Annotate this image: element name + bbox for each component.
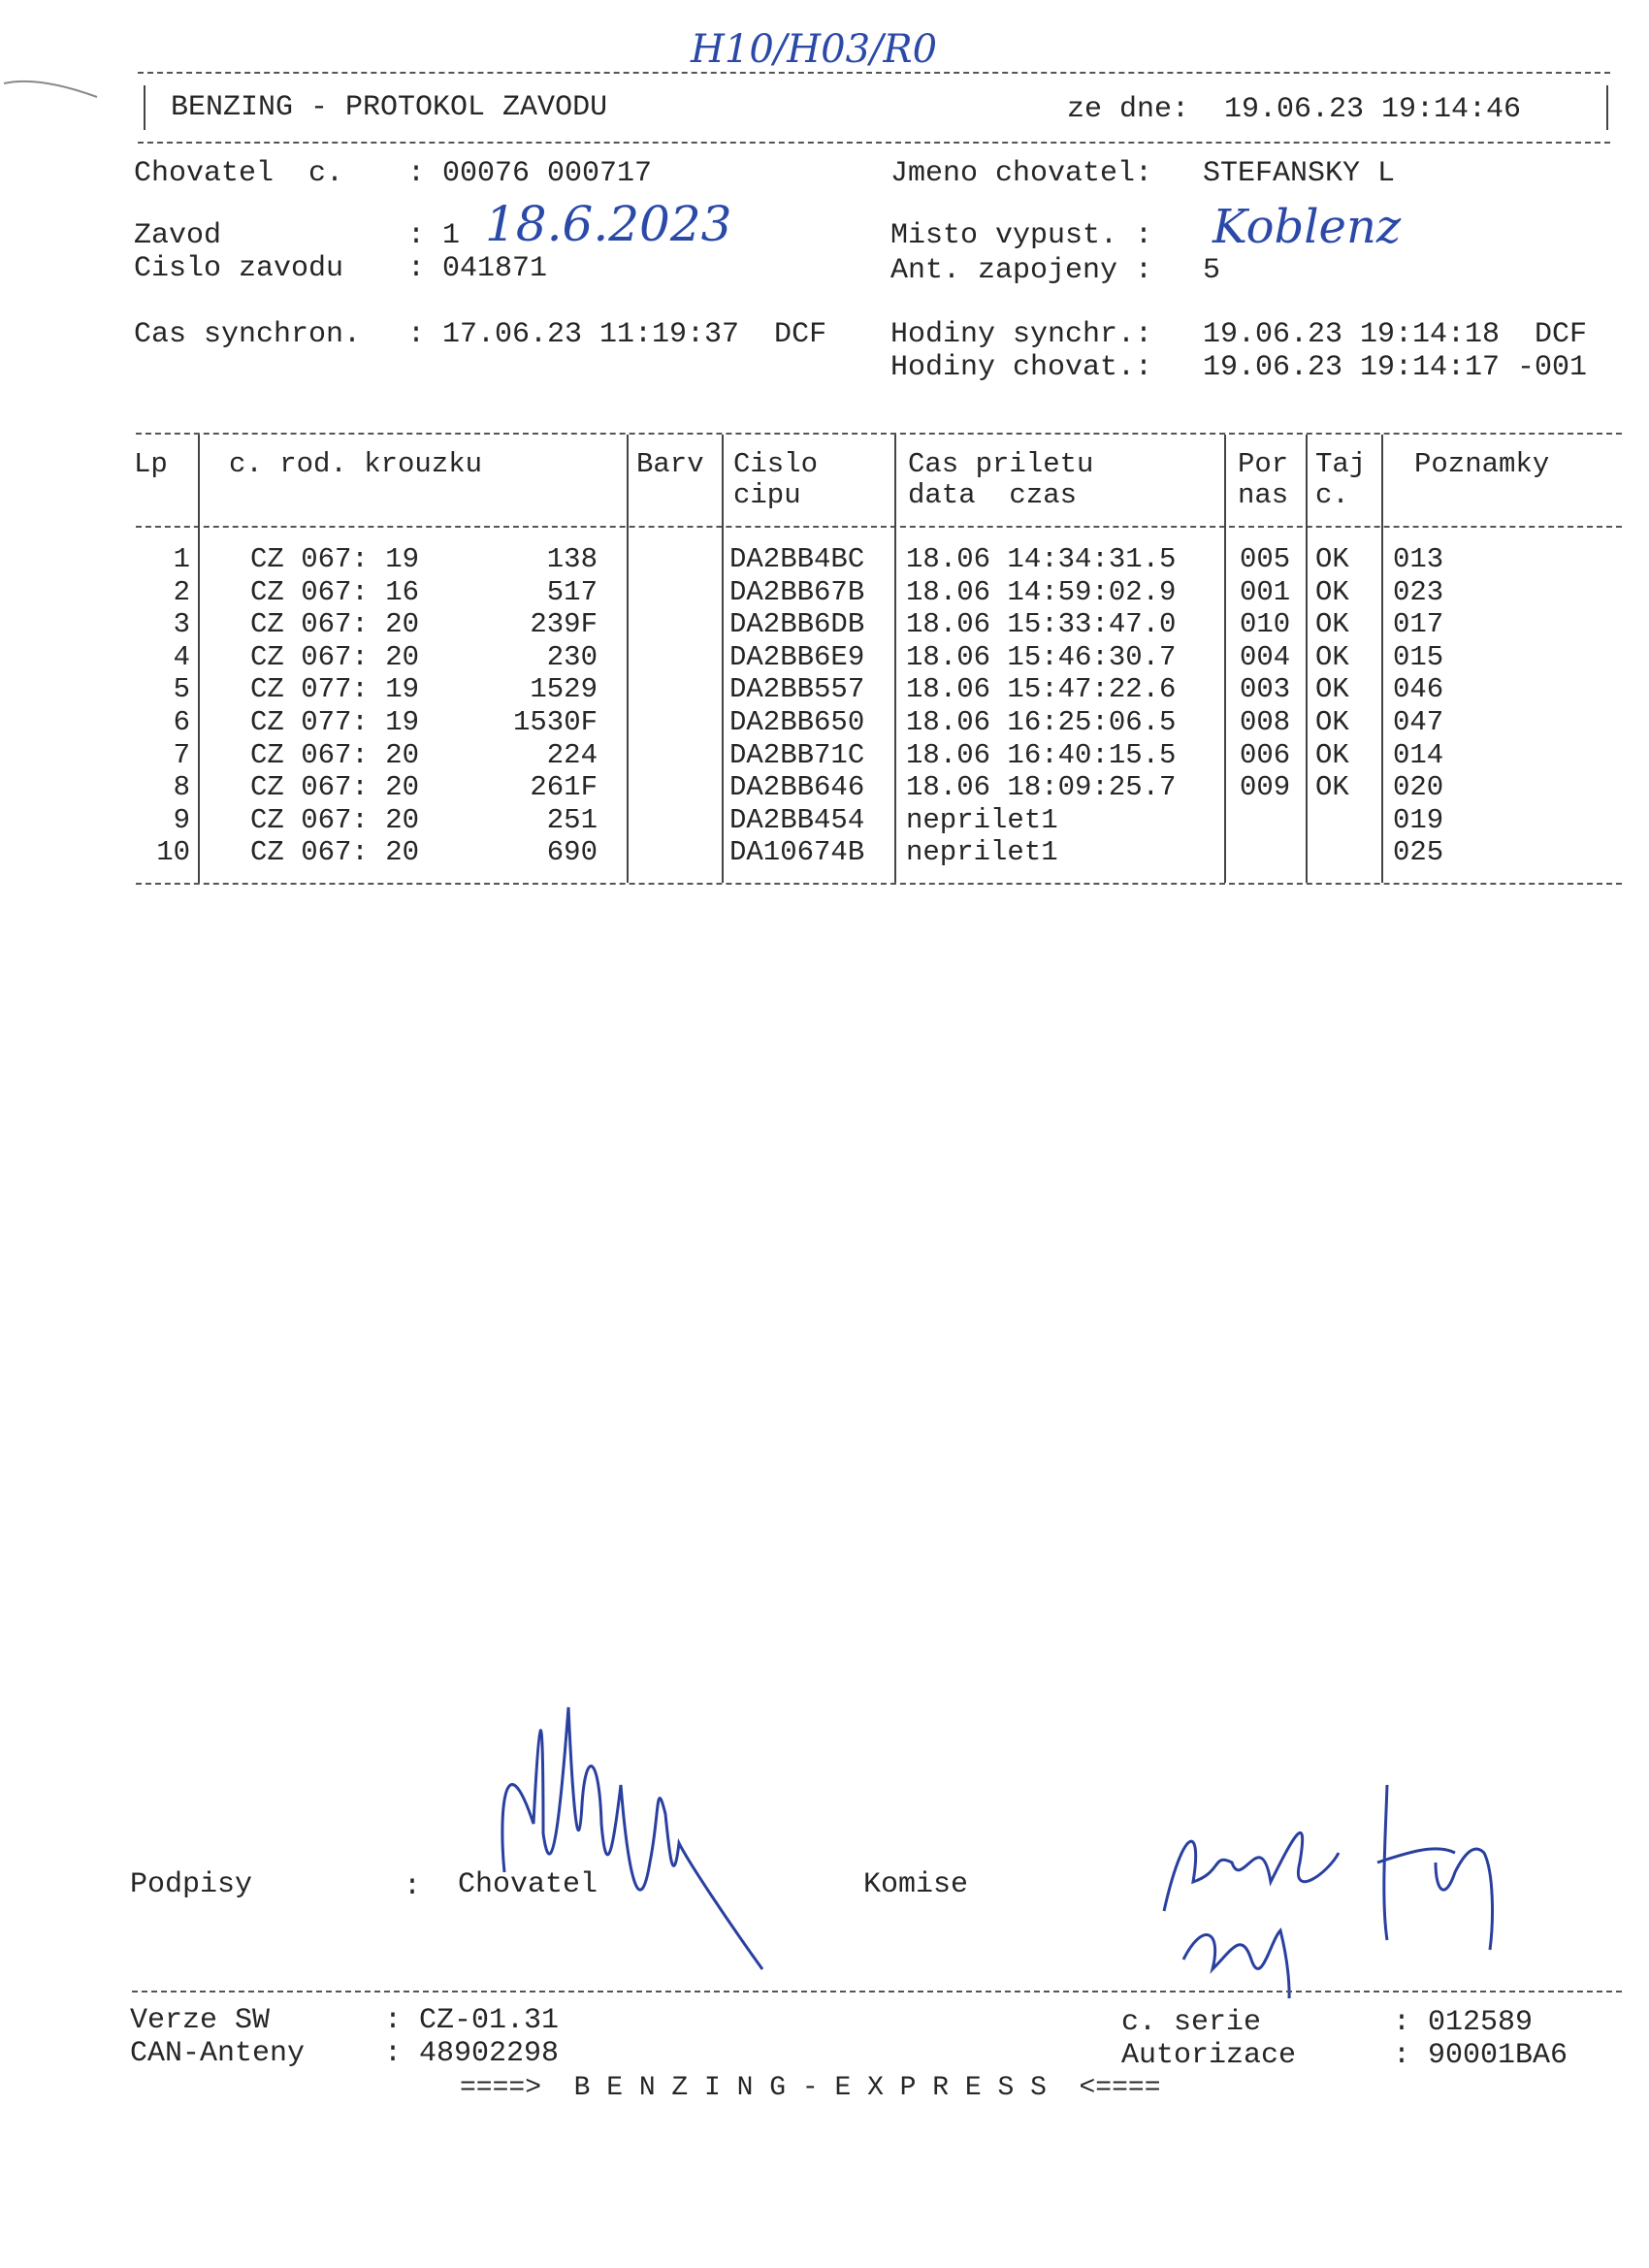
ant-value: 5: [1203, 254, 1221, 287]
cell-lp: 3: [173, 608, 190, 641]
col-sep: [722, 435, 724, 883]
footer-rule: [132, 1991, 1622, 1993]
chovatel-signature-label: Chovatel: [458, 1868, 598, 1901]
hod-synchr-value: 19.06.23 19:14:18 DCF: [1203, 318, 1588, 351]
cell-chip: DA2BB4BC: [729, 543, 865, 575]
autor-value: : 90001BA6: [1393, 2039, 1568, 2072]
cell-chip: DA2BB67B: [729, 575, 865, 608]
cell-por: 008: [1240, 706, 1291, 738]
cell-por: 010: [1240, 608, 1291, 641]
cell-lp: 6: [173, 706, 190, 738]
jmeno-value: STEFANSKY L: [1203, 157, 1396, 190]
header-chip-2: cipu: [733, 479, 801, 511]
cell-taj: OK: [1315, 738, 1349, 771]
cell-lp: 2: [173, 575, 190, 608]
report-date-value: 19.06.23 19:14:46: [1224, 93, 1522, 126]
cell-time: 18.06 15:46:30.7: [906, 640, 1177, 673]
handwritten-code: H10/H03/R0: [691, 27, 938, 72]
autor-label: Autorizace: [1121, 2039, 1297, 2072]
cell-time: 18.06 15:33:47.0: [906, 608, 1177, 641]
table-header-rule: [136, 526, 1622, 528]
cell-ring: CZ 067: 20: [250, 836, 420, 869]
handwritten-date: 18.6.2023: [485, 196, 732, 252]
cell-taj: OK: [1315, 608, 1349, 641]
sync-value: : 17.06.23 11:19:37 DCF: [407, 318, 827, 351]
cell-lp: 8: [173, 771, 190, 804]
cell-num: 1529: [530, 673, 598, 706]
header-poznamky: Poznamky: [1414, 448, 1550, 480]
header-left-edge: [144, 85, 146, 130]
cell-num: 230: [546, 640, 598, 673]
header-time-2: data czas: [908, 479, 1078, 511]
cell-por: 009: [1240, 771, 1291, 804]
cell-lp: 5: [173, 673, 190, 706]
cell-chip: DA2BB557: [729, 673, 865, 706]
jmeno-label: Jmeno chovatel:: [890, 157, 1153, 190]
cell-pozn: 046: [1393, 673, 1444, 706]
cell-por: 004: [1240, 640, 1291, 673]
col-sep: [1381, 435, 1383, 883]
cell-time: 18.06 16:40:15.5: [906, 738, 1177, 771]
cell-pozn: 023: [1393, 575, 1444, 608]
cell-time: neprilet1: [906, 836, 1058, 869]
can-label: CAN-Anteny: [130, 2037, 306, 2070]
cell-taj: OK: [1315, 673, 1349, 706]
cell-time: 18.06 16:25:06.5: [906, 706, 1177, 738]
col-sep: [627, 435, 629, 883]
cislo-zavodu-label: Cislo zavodu: [134, 252, 344, 285]
podpisy-colon: :: [404, 1870, 422, 1903]
header-bottom-rule: [138, 142, 1610, 144]
margin-mark: [0, 68, 116, 107]
header-chip-1: Cislo: [733, 448, 819, 480]
col-sep: [894, 435, 896, 883]
cell-chip: DA2BB454: [729, 803, 865, 836]
cell-chip: DA2BB650: [729, 706, 865, 738]
cell-pozn: 025: [1393, 836, 1444, 869]
cell-lp: 9: [173, 803, 190, 836]
table-top-rule: [136, 433, 1622, 435]
zavod-value: : 1: [407, 219, 461, 252]
chovatel-label: Chovatel c.: [134, 157, 344, 190]
cell-ring: CZ 067: 20: [250, 771, 420, 804]
cell-pozn: 019: [1393, 803, 1444, 836]
verze-value: : CZ-01.31: [384, 2004, 560, 2037]
cell-lp: 10: [156, 836, 190, 869]
cell-ring: CZ 067: 19: [250, 543, 420, 575]
header-time-1: Cas priletu: [908, 448, 1094, 480]
cell-ring: CZ 077: 19: [250, 673, 420, 706]
cell-taj: OK: [1315, 771, 1349, 804]
cell-lp: 1: [173, 543, 190, 575]
cell-time: 18.06 14:59:02.9: [906, 575, 1177, 608]
cell-por: 005: [1240, 543, 1291, 575]
sync-label: Cas synchron.: [134, 318, 362, 351]
header-taj-2: c.: [1315, 479, 1349, 511]
cell-num: 251: [546, 803, 598, 836]
cell-pozn: 017: [1393, 608, 1444, 641]
header-right-edge: [1606, 85, 1608, 130]
verze-label: Verze SW: [130, 2004, 271, 2037]
cell-ring: CZ 067: 20: [250, 738, 420, 771]
cell-chip: DA10674B: [729, 836, 865, 869]
cell-taj: OK: [1315, 575, 1349, 608]
cell-num: 224: [546, 738, 598, 771]
cell-pozn: 013: [1393, 543, 1444, 575]
ant-label: Ant. zapojeny :: [890, 254, 1153, 287]
hod-chovat-value: 19.06.23 19:14:17 -001: [1203, 351, 1588, 384]
cell-lp: 7: [173, 738, 190, 771]
cell-pozn: 047: [1393, 706, 1444, 738]
cell-num: 517: [546, 575, 598, 608]
cell-num: 239F: [530, 608, 598, 641]
cell-por: 003: [1240, 673, 1291, 706]
komise-signature: [1145, 1766, 1533, 1998]
cell-chip: DA2BB6DB: [729, 608, 865, 641]
header-taj-1: Taj: [1315, 448, 1367, 480]
zavod-label: Zavod: [134, 219, 222, 252]
cell-num: 261F: [530, 771, 598, 804]
header-lp: Lp: [134, 448, 168, 480]
cell-time: 18.06 18:09:25.7: [906, 771, 1177, 804]
cell-ring: CZ 077: 19: [250, 706, 420, 738]
cell-ring: CZ 067: 20: [250, 640, 420, 673]
cell-ring: CZ 067: 20: [250, 608, 420, 641]
cell-num: 1530F: [512, 706, 598, 738]
chovatel-signature: [485, 1669, 776, 1989]
hod-synchr-label: Hodiny synchr.:: [890, 318, 1153, 351]
komise-label: Komise: [863, 1868, 969, 1901]
cell-lp: 4: [173, 640, 190, 673]
cell-num: 138: [546, 543, 598, 575]
cell-por: 001: [1240, 575, 1291, 608]
chovatel-value: : 00076 000717: [407, 157, 653, 190]
benzing-express-banner: ====> B E N Z I N G - E X P R E S S <====: [460, 2073, 1161, 2103]
cell-pozn: 014: [1393, 738, 1444, 771]
misto-label: Misto vypust. :: [890, 219, 1153, 252]
cell-time: 18.06 14:34:31.5: [906, 543, 1177, 575]
cislo-zavodu-value: : 041871: [407, 252, 548, 285]
serie-value: : 012589: [1393, 2006, 1534, 2039]
col-sep: [198, 435, 200, 883]
can-value: : 48902298: [384, 2037, 560, 2070]
header-ring: c. rod. krouzku: [229, 448, 483, 480]
cell-por: 006: [1240, 738, 1291, 771]
cell-pozn: 020: [1393, 771, 1444, 804]
podpisy-label: Podpisy: [130, 1868, 253, 1901]
header-por-2: nas: [1238, 479, 1289, 511]
cell-time: neprilet1: [906, 803, 1058, 836]
header-barv: Barv: [636, 448, 704, 480]
cell-ring: CZ 067: 16: [250, 575, 420, 608]
cell-time: 18.06 15:47:22.6: [906, 673, 1177, 706]
report-title: BENZING - PROTOKOL ZAVODU: [171, 91, 608, 124]
header-por-1: Por: [1238, 448, 1289, 480]
handwritten-place: Koblenz: [1212, 200, 1402, 254]
cell-ring: CZ 067: 20: [250, 803, 420, 836]
cell-taj: OK: [1315, 543, 1349, 575]
cell-num: 690: [546, 836, 598, 869]
cell-chip: DA2BB6E9: [729, 640, 865, 673]
cell-chip: DA2BB646: [729, 771, 865, 804]
cell-taj: OK: [1315, 640, 1349, 673]
cell-chip: DA2BB71C: [729, 738, 865, 771]
serie-label: c. serie: [1121, 2006, 1262, 2039]
table-bottom-rule: [136, 883, 1622, 885]
report-date-label: ze dne:: [1067, 93, 1190, 126]
header-top-rule: [138, 72, 1610, 74]
hod-chovat-label: Hodiny chovat.:: [890, 351, 1153, 384]
cell-taj: OK: [1315, 706, 1349, 738]
cell-pozn: 015: [1393, 640, 1444, 673]
